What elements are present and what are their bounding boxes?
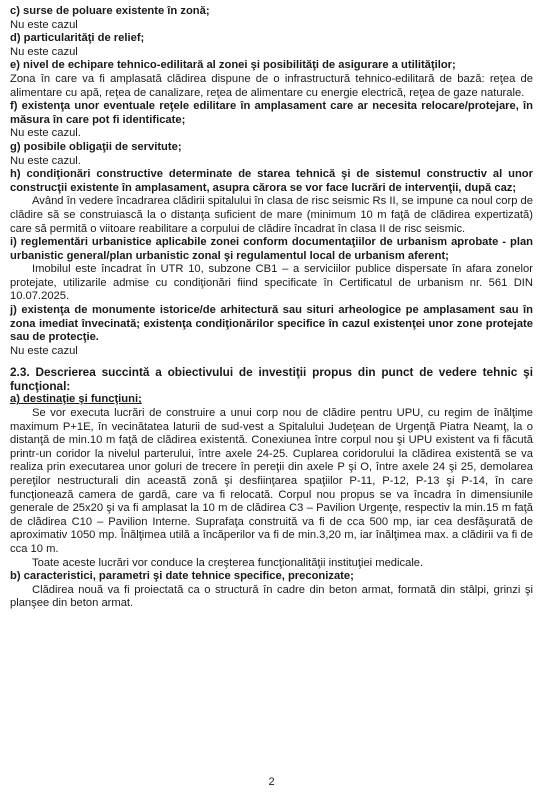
document-page bbox=[10, 5, 533, 611]
item-h-heading: h) condiţionări constructive determinate de starea tehnică şi de sistemul constructiv al unor construcţii existente în amplasament, asupra cărora se vor face lucrări de intervenţii, după caz; bbox=[10, 168, 533, 194]
item-f-heading: f) existenţa unor eventuale reţele edilitare în amplasament care ar necesita relocare/protejare, în măsura în care pot fi identificate; bbox=[10, 100, 533, 126]
item-g-heading: g) posibile obligaţii de servitute; bbox=[10, 140, 182, 153]
item-i-heading: i) reglementări urbanistice aplicabile zonei conform documentaţiilor de urbanism aprobate - plan urbanistic general/plan urbanistic zonal şi regulamentul local de urbanism aferent; bbox=[10, 236, 533, 262]
section-2-3-title: 2.3. Descrierea succintă a obiectivului de investiţii propus din punct de vedere tehnic şi funcţional: bbox=[10, 365, 533, 394]
item-i-value: Imobilul este încadrat în UTR 10, subzone CB1 – a serviciilor publice dispersate în afara zonelor protejate, utilizarile admise cu condiţionări fiind specificate în Certificatul de urbanism nr. 561 DIN 10.07.2025. bbox=[10, 263, 533, 303]
item-c-value: Nu este cazul bbox=[10, 18, 78, 31]
item-e-heading: e) nivel de echipare tehnico-edilitară al zonei şi posibilităţi de asigurare a utilităţilor; bbox=[10, 59, 456, 72]
page-number: 2 bbox=[268, 776, 275, 788]
item-b-value: Clădirea nouă va fi proiectată ca o structură în cadre din beton armat, formată din stâlpi, grinzi şi planşee din beton armat. bbox=[10, 583, 533, 610]
item-c-heading: c) surse de poluare existente în zonă; bbox=[10, 5, 210, 17]
item-h-value: Având în vedere încadrarea clădirii spitalului în clasa de risc seismic Rs II, se impune ca noul corp de clădire să se construiască la o distanţa suficient de mare (minimum 10 m faţă de clădirea expertizată) care să permită o viitoare reabilitare a corpului de clădire încadrat în clasa II de risc seismic. bbox=[10, 195, 533, 235]
item-g-value: Nu este cazul. bbox=[10, 154, 81, 167]
item-a-paragraph-1: Se vor executa lucrări de construire a unui corp nou de clădire pentru UPU, cu regim de înălţime maximum P+1E, în vecinătatea laturii de sud-vest a Spitalului Judeţean de Urgenţă Piatra Neamţ, la o distanţă de min.10 m faţă de clădirea existentă. Conexiunea între corpul nou şi UPU existent va fi făcută printr-un coridor la nivelul parterului, între axele 24-25. Cuplarea coridorului la clădirea existentă se va realiza prin executarea unor goluri de trecere în pereţii din axele P şi O, între axele 24 şi 25, demolarea pereţilor nestructurali din această zonă şi desfiinţarea spaţiilor P-11, P-12, P-13 şi P-14, în care funcţionează camera de gardă, care va fi relocată. Corpul nou propus se va încadra în dimensiunile generale de 25x20 şi va fi amplasat la 10 m de clădirea C3 – Pavilion Urgenţe, respectiv la min.15 m faţă de clădirea C10 – Pavilion Interne. Suprafaţa construită va fi de cca 500 mp, iar cea desfăşurată de aproximativ 1050 mp. Înălţimea utilă a încăperilor va fi de min.3,20 m, iar înălţimea max. a clădirii va fi de cca 10 m. bbox=[10, 407, 533, 555]
item-f-value: Nu este cazul. bbox=[10, 127, 81, 140]
item-e-value: Zona în care va fi amplasată clădirea dispune de o infrastructură tehnico-edilitară de bază: reţea de alimentare cu apă, reţea de canalizare, reţea de alimentare cu energie electrică, reţea de gaze naturale. bbox=[10, 72, 533, 99]
item-a-heading: a) destinaţie şi funcţiuni; bbox=[10, 393, 142, 406]
item-j-heading: j) existenţa de monumente istorice/de arhitectură sau situri arheologice pe amplasament sau în zona imediat învecinată; existenţa condiţionărilor specifice în cazul existenţei unor zone protejate sau de protecţie. bbox=[10, 304, 533, 344]
item-d-heading: d) particularităţi de relief; bbox=[10, 32, 145, 45]
item-b-heading: b) caracteristici, parametri şi date tehnice specifice, preconizate; bbox=[10, 570, 354, 583]
item-j-value: Nu este cazul bbox=[10, 344, 78, 357]
item-a-paragraph-2: Toate aceste lucrări vor conduce la creşterea funcţionalităţii instituţiei medicale. bbox=[32, 556, 424, 569]
item-d-value: Nu este cazul bbox=[10, 45, 78, 58]
